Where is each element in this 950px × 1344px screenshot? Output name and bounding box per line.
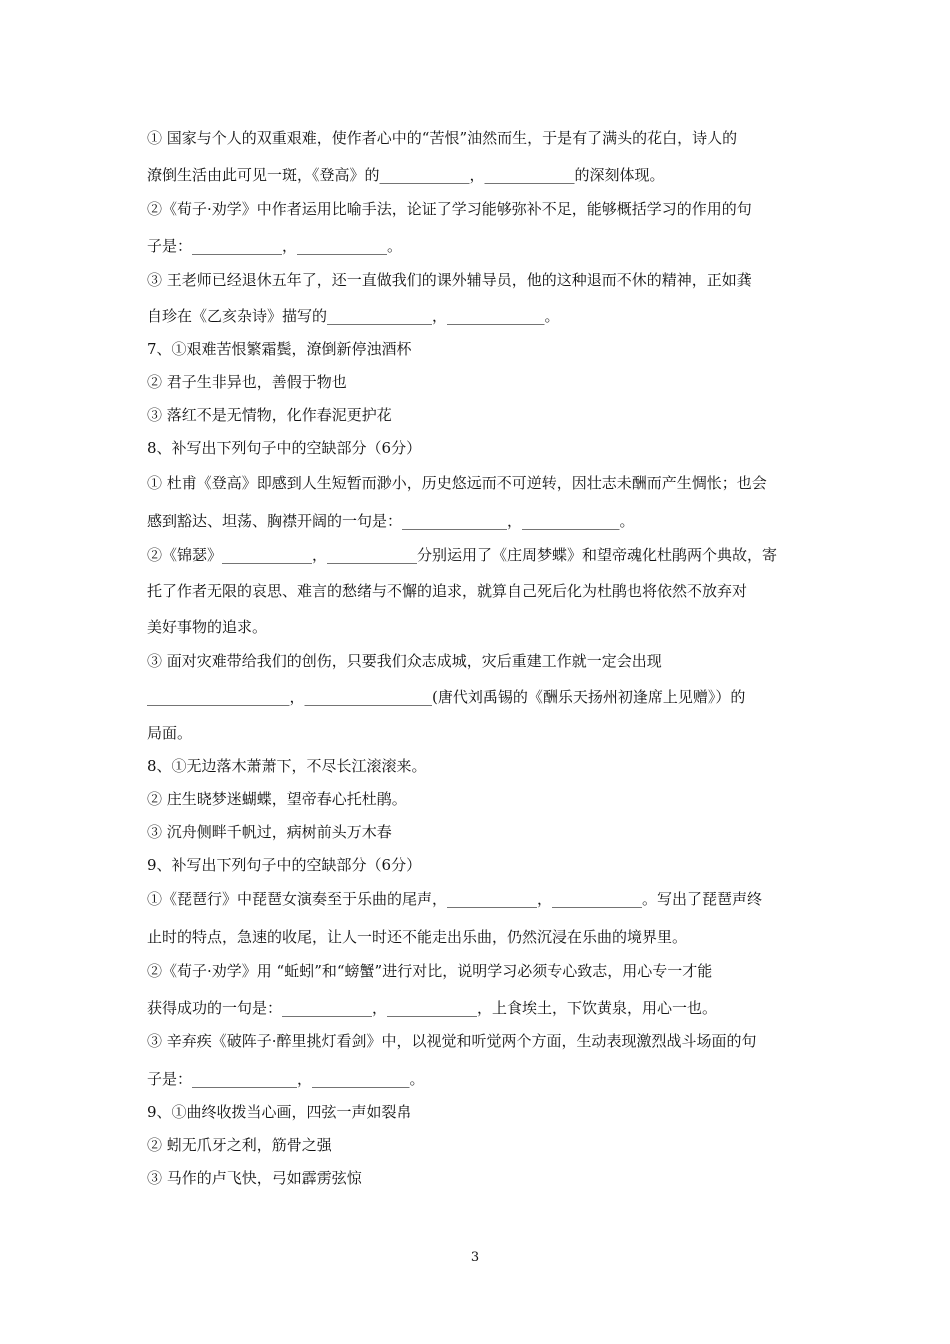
text-line: 子是：______________，_____________。 [147, 1070, 425, 1088]
text-line: ② 蚓无爪牙之利，筋骨之强 [147, 1136, 332, 1154]
text-line: ③ 沉舟侧畔千帆过，病树前头万木春 [147, 823, 392, 841]
text-line: ②《荀子·劝学》用 “蚯蚓”和“螃蟹”进行对比，说明学习必须专心致志，用心专一才能 [147, 962, 713, 980]
text-line: 8、①无边落木萧萧下，不尽长江滚滚来。 [147, 757, 427, 775]
text-line: 止时的特点，急速的收尾，让人一时还不能走出乐曲，仍然沉浸在乐曲的境界里。 [147, 928, 688, 946]
text-line: ① 国家与个人的双重艰难，使作者心中的“苦恨”油然而生，于是有了满头的花白，诗人的 [147, 129, 738, 147]
text-line: 自珍在《乙亥杂诗》描写的______________，_____________。 [147, 307, 560, 325]
text-line: 局面。 [147, 724, 193, 742]
text-line: ② 庄生晓梦迷蝴蝶，望帝春心托杜鹃。 [147, 790, 407, 808]
text-line: ③ 王老师已经退休五年了，还一直做我们的课外辅导员，他的这种退而不休的精神，正如龚 [147, 271, 752, 289]
page-number: 3 [470, 1250, 480, 1265]
text-line: ②《锦瑟》____________，____________分别运用了《庄周梦蝶》和望帝魂化杜鹃两个典故，寄 [147, 546, 778, 564]
text-line: ① 杜甫《登高》即感到人生短暂而渺小，历史悠远而不可逆转，因壮志未酬而产生惆怅；也会 [147, 474, 767, 492]
text-line: 子是：____________，____________。 [147, 237, 403, 255]
text-line: ①《琵琶行》中琵琶女演奏至于乐曲的尾声，____________，____________。写出了琵琶声终 [147, 890, 763, 908]
text-line: ③ 马作的卢飞快，弓如霹雳弦惊 [147, 1169, 362, 1187]
text-line: 获得成功的一句是：____________，____________，上食埃土，下饮黄泉，用心一也。 [147, 999, 718, 1017]
text-line: ② 君子生非异也，善假于物也 [147, 373, 347, 391]
text-line: 潦倒生活由此可见一斑，《登高》的____________，____________的深刻体现。 [147, 166, 665, 184]
text-line: ③ 辛弃疾《破阵子·醉里挑灯看剑》中，以视觉和听觉两个方面，生动表现激烈战斗场面的句 [147, 1032, 757, 1050]
text-line: 9、补写出下列句子中的空缺部分（6分） [147, 856, 422, 874]
text-line: 感到豁达、坦荡、胸襟开阔的一句是：______________，_____________。 [147, 512, 635, 530]
text-line: 9、①曲终收拨当心画，四弦一声如裂帛 [147, 1103, 412, 1121]
text-line: ___________________，_________________(唐代刘禹锡的《酬乐天扬州初逢席上见赠》）的 [147, 688, 746, 706]
text-line: 托了作者无限的哀思、难言的愁绪与不懈的追求，就算自己死后化为杜鹃也将依然不放弃对 [147, 582, 748, 600]
text-line: ③ 面对灾难带给我们的创伤，只要我们众志成城，灾后重建工作就一定会出现 [147, 652, 662, 670]
text-line: 7、①艰难苦恨繁霜鬓，潦倒新停浊酒杯 [147, 340, 412, 358]
text-line: 8、补写出下列句子中的空缺部分（6分） [147, 439, 422, 457]
text-line: ③ 落红不是无情物，化作春泥更护花 [147, 406, 392, 424]
text-line: ②《荀子·劝学》中作者运用比喻手法，论证了学习能够弥补不足，能够概括学习的作用的句 [147, 200, 752, 218]
text-line: 美好事物的追求。 [147, 618, 268, 636]
